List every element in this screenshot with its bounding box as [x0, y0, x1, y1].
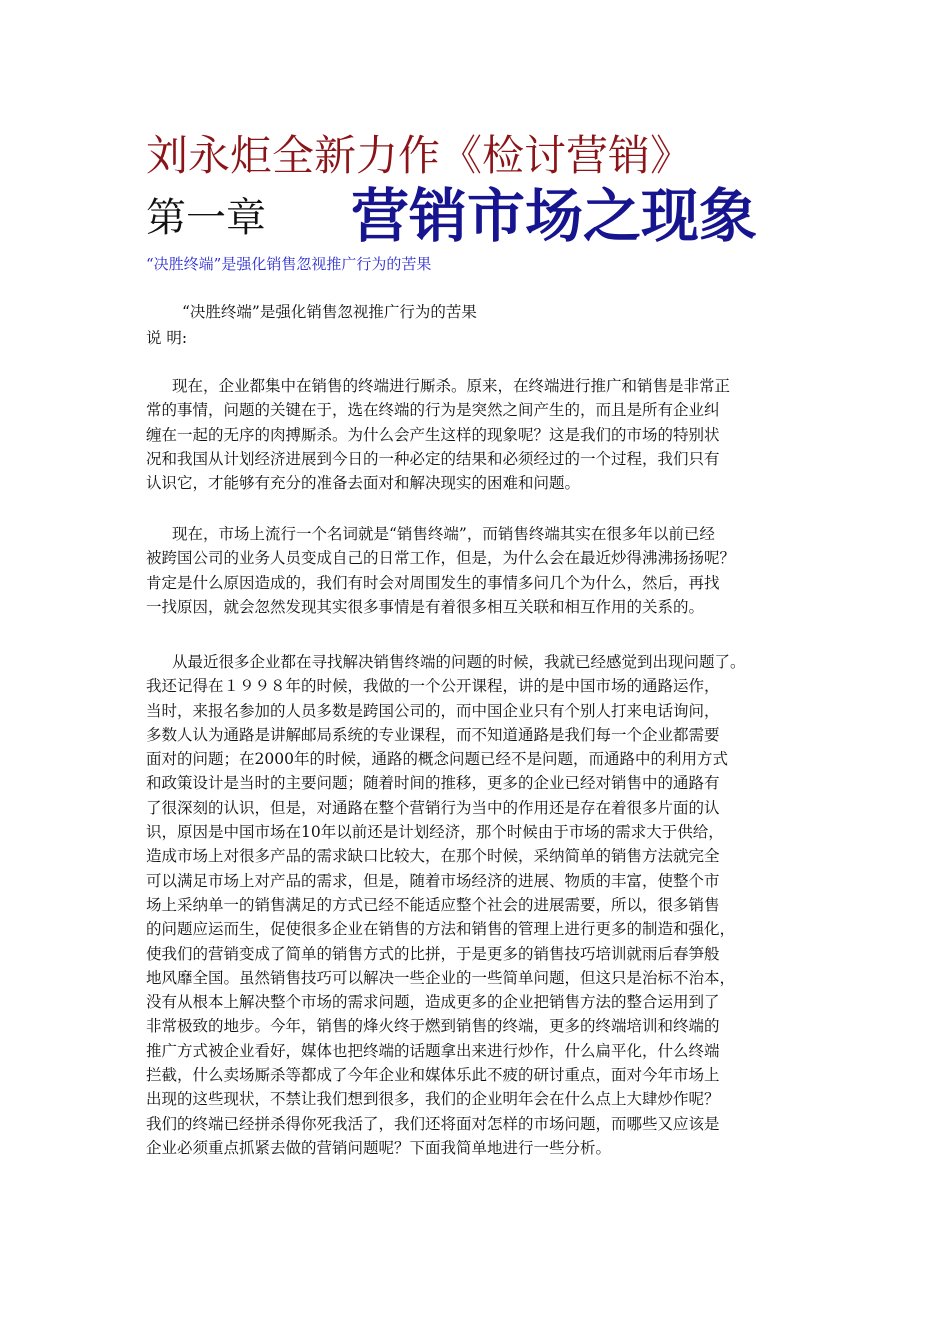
paragraph-text: 从最近很多企业都在寻找解决销售终端的问题的时候，我就已经感觉到出现问题了。 我还记得在１９９８年的时候，我做的一个公开课程，讲的是中国市场的通路运作， 当时，来报名参加的人员多数是跨国公司的，而中国企业只有个别人打来电话询问， 多数人认为通路是讲解邮局系统的专业课程，而不知道通路是我们每一个企业都需要 面对的问题；在2000年的时候，通路的概念问题已经不是问题，而通路中的利用方式 和政策设计是当时的主要问题；随着时间的推移，更多的企业已经对销售中的通路有 了很深刻的认识，但是，对通路在整个营销行为当中的作用还是存在着很多片面的认 识，原因是中国市场在10年以前还是计划经济，那个时候由于市场的需求大于供给， 造成市场上对很多产品的需求缺口比较大，在那个时候，采纳简单的销售方法就完全 可以满足市场上对产品的需求，但是，随着市场经济的进展、物质的丰富，使整个市 场上采纳单一的销售满足的方式已经不能适应整个社会的进展需要，所以，很多销售 的问题应运而生，促使很多企业在销售的方法和销售的管理上进行更多的制造和强化， 使我们的营销变成了简单的销售方式的比拼，于是更多的销售技巧培训就雨后春笋般 地风靡全国。虽然销售技巧可以解决一些企业的一些简单问题，但这只是治标不治本， 没有从根本上解决整个市场的需求问题，造成更多的企业把销售方法的整合运用到了 非常极致的地步。今年，销售的烽火终于燃到销售的终端，更多的终端培训和终端的 推广方式被企业看好，媒体也把终端的话题拿出来进行炒作，什么扁平化，什么终端 拦截，什么卖场厮杀等都成了今年企业和媒体乐此不疲的研讨重点，面对今年市场上 出现的这些现状，不禁让我们想到很多，我们的企业明年会在什么点上大肆炒作呢？ 我们的终端已经拼杀得你死我活了，我们还将面对怎样的市场问题，而哪些又应该是 企业必须重点抓紧去做的营销问题呢？下面我简单地进行一些分析。	[146, 653, 746, 1157]
paragraph-text: 现在，企业都集中在销售的终端进行厮杀。原来，在终端进行推广和销售是非常正 常的事情，问题的关键在于，选在终端的行为是突然之间产生的，而且是所有企业纠 缠在一起的无序的肉搏厮杀。为什么会产生这样的现象呢？这是我们的市场的特别状 况和我国从计划经济进展到今日的一种必定的结果和必须经过的一个过程，我们只有 认识它，才能够有充分的准备去面对和解决现实的困难和问题。	[146, 377, 731, 493]
paragraph-text: 现在，市场上流行一个名词就是“销售终端”，而销售终端其实在很多年以前已经 被跨国公司的业务人员变成自己的日常工作，但是，为什么会在最近炒得沸沸扬扬呢？ 肯定是什么原因造成的，我们有时会对周围发生的事情多问几个为什么，然后，再找 一找原因，就会忽然发现其实很多事情是有着很多相互关联和相互作用的关系的。	[146, 525, 736, 616]
section-heading: “决胜终端”是强化销售忽视推广行为的苦果	[182, 303, 477, 321]
chapter-title: 营销市场之现象	[351, 182, 758, 250]
explanation-label: 说 明:	[146, 329, 188, 347]
body-paragraph-3	[146, 650, 818, 1160]
chapter-number: 第一章	[146, 195, 266, 241]
body-paragraph-1	[146, 374, 818, 495]
body-paragraph-2	[146, 522, 818, 619]
book-title: 刘永炬全新力作《检讨营销》	[146, 131, 693, 180]
section-link[interactable]: “决胜终端”是强化销售忽视推广行为的苦果	[146, 255, 432, 273]
